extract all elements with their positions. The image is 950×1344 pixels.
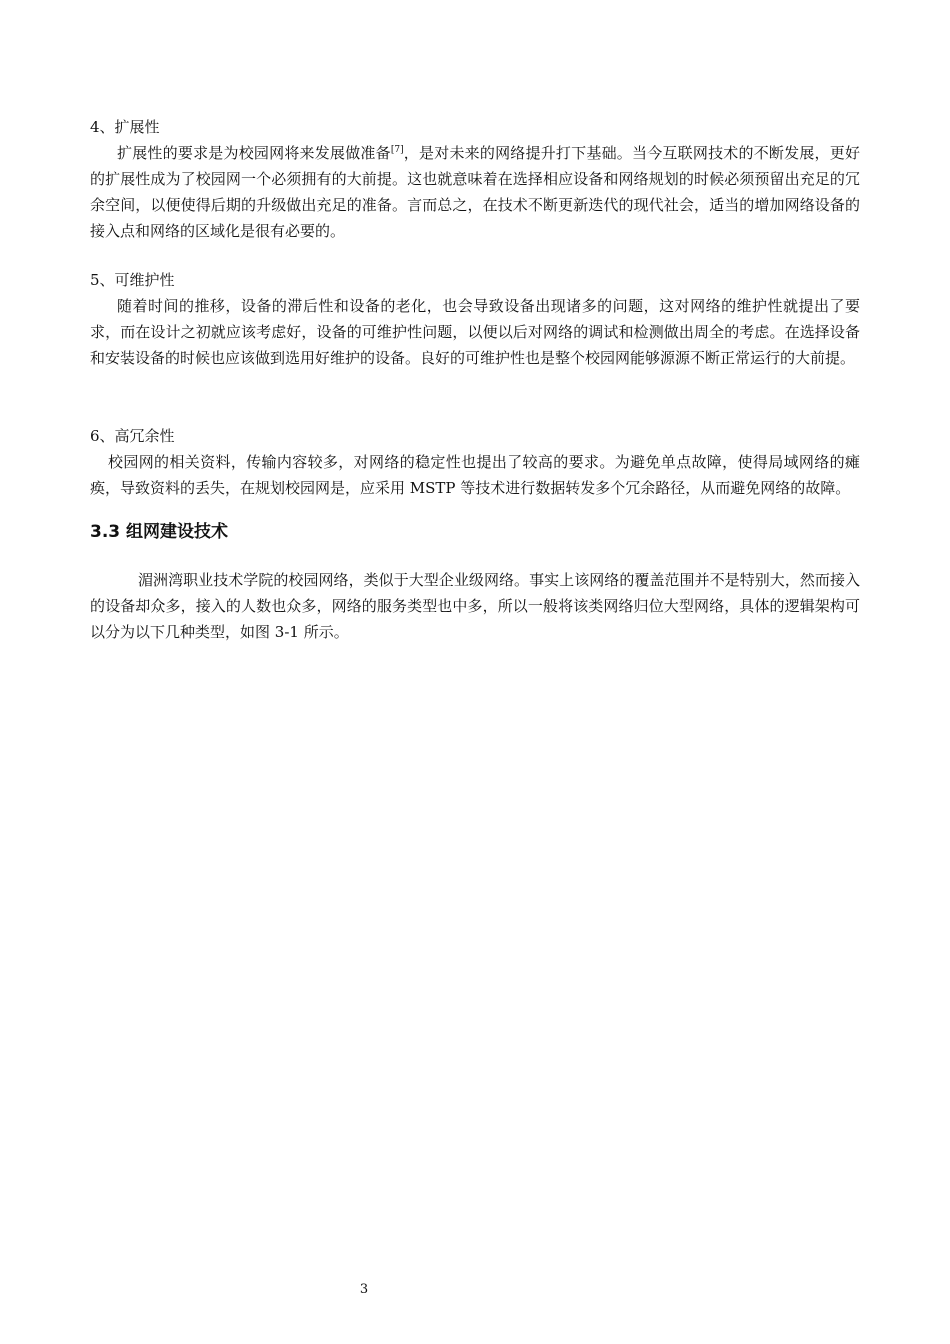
page-content bbox=[90, 114, 860, 645]
section-body-redundancy: 校园网的相关资料，传输内容较多，对网络的稳定性也提出了较高的要求。为避免单点故障，使得局域网络的瘫痪，导致资料的丢失，在规划校园网是，应采用 MSTP 等技术进行数据转发多个冗余路径，从而避免网络的故障。 bbox=[90, 453, 860, 497]
section-body-extensibility bbox=[90, 140, 860, 244]
spacer bbox=[90, 244, 860, 267]
section-label-extensibility: 4、扩展性 bbox=[90, 118, 160, 136]
section-body-maintainability: 随着时间的推移，设备的滞后性和设备的老化，也会导致设备出现诸多的问题，这对网络的维护性就提出了要求，而在设计之初就应该考虑好，设备的可维护性问题，以便以后对网络的调试和检测做出周全的考虑。在选择设备和安装设备的时候也应该做到选用好维护的设备。良好的可维护性也是整个校园网能够源源不断正常运行的大前提。 bbox=[90, 297, 860, 367]
intro-paragraph: 湄洲湾职业技术学院的校园网络，类似于大型企业级网络。事实上该网络的覆盖范围并不是特别大，然而接入的设备却众多，接入的人数也众多，网络的服务类型也中多，所以一般将该类网络归位大型网络，具体的逻辑架构可以分为以下几种类型，如图 3-1 所示。 bbox=[90, 571, 860, 641]
body-text-part: 扩展性的要求是为校园网将来发展做准备 bbox=[117, 144, 391, 162]
page-number: 3 bbox=[359, 1282, 369, 1297]
spacer bbox=[90, 371, 860, 423]
section-label-redundancy: 6、高冗余性 bbox=[90, 427, 175, 445]
citation-reference: [7] bbox=[390, 145, 404, 155]
body-text-part: ，是对未来的网络提升打下基础。当今互联网技术的不断发展，更好的扩展性成为了校园网一个必须拥有的大前提。这也就意味着在选择相应设备和网络规划的时候必须预留出充足的冗余空间，以便使得后期的升级做出充足的准备。言而总之，在技术不断更新迭代的现代社会，适当的增加网络设备的接入点和网络的区域化是很有必要的。 bbox=[90, 144, 860, 240]
section-heading: 3.3 组网建设技术 bbox=[90, 522, 229, 542]
section-label-maintainability: 5、可维护性 bbox=[90, 271, 175, 289]
